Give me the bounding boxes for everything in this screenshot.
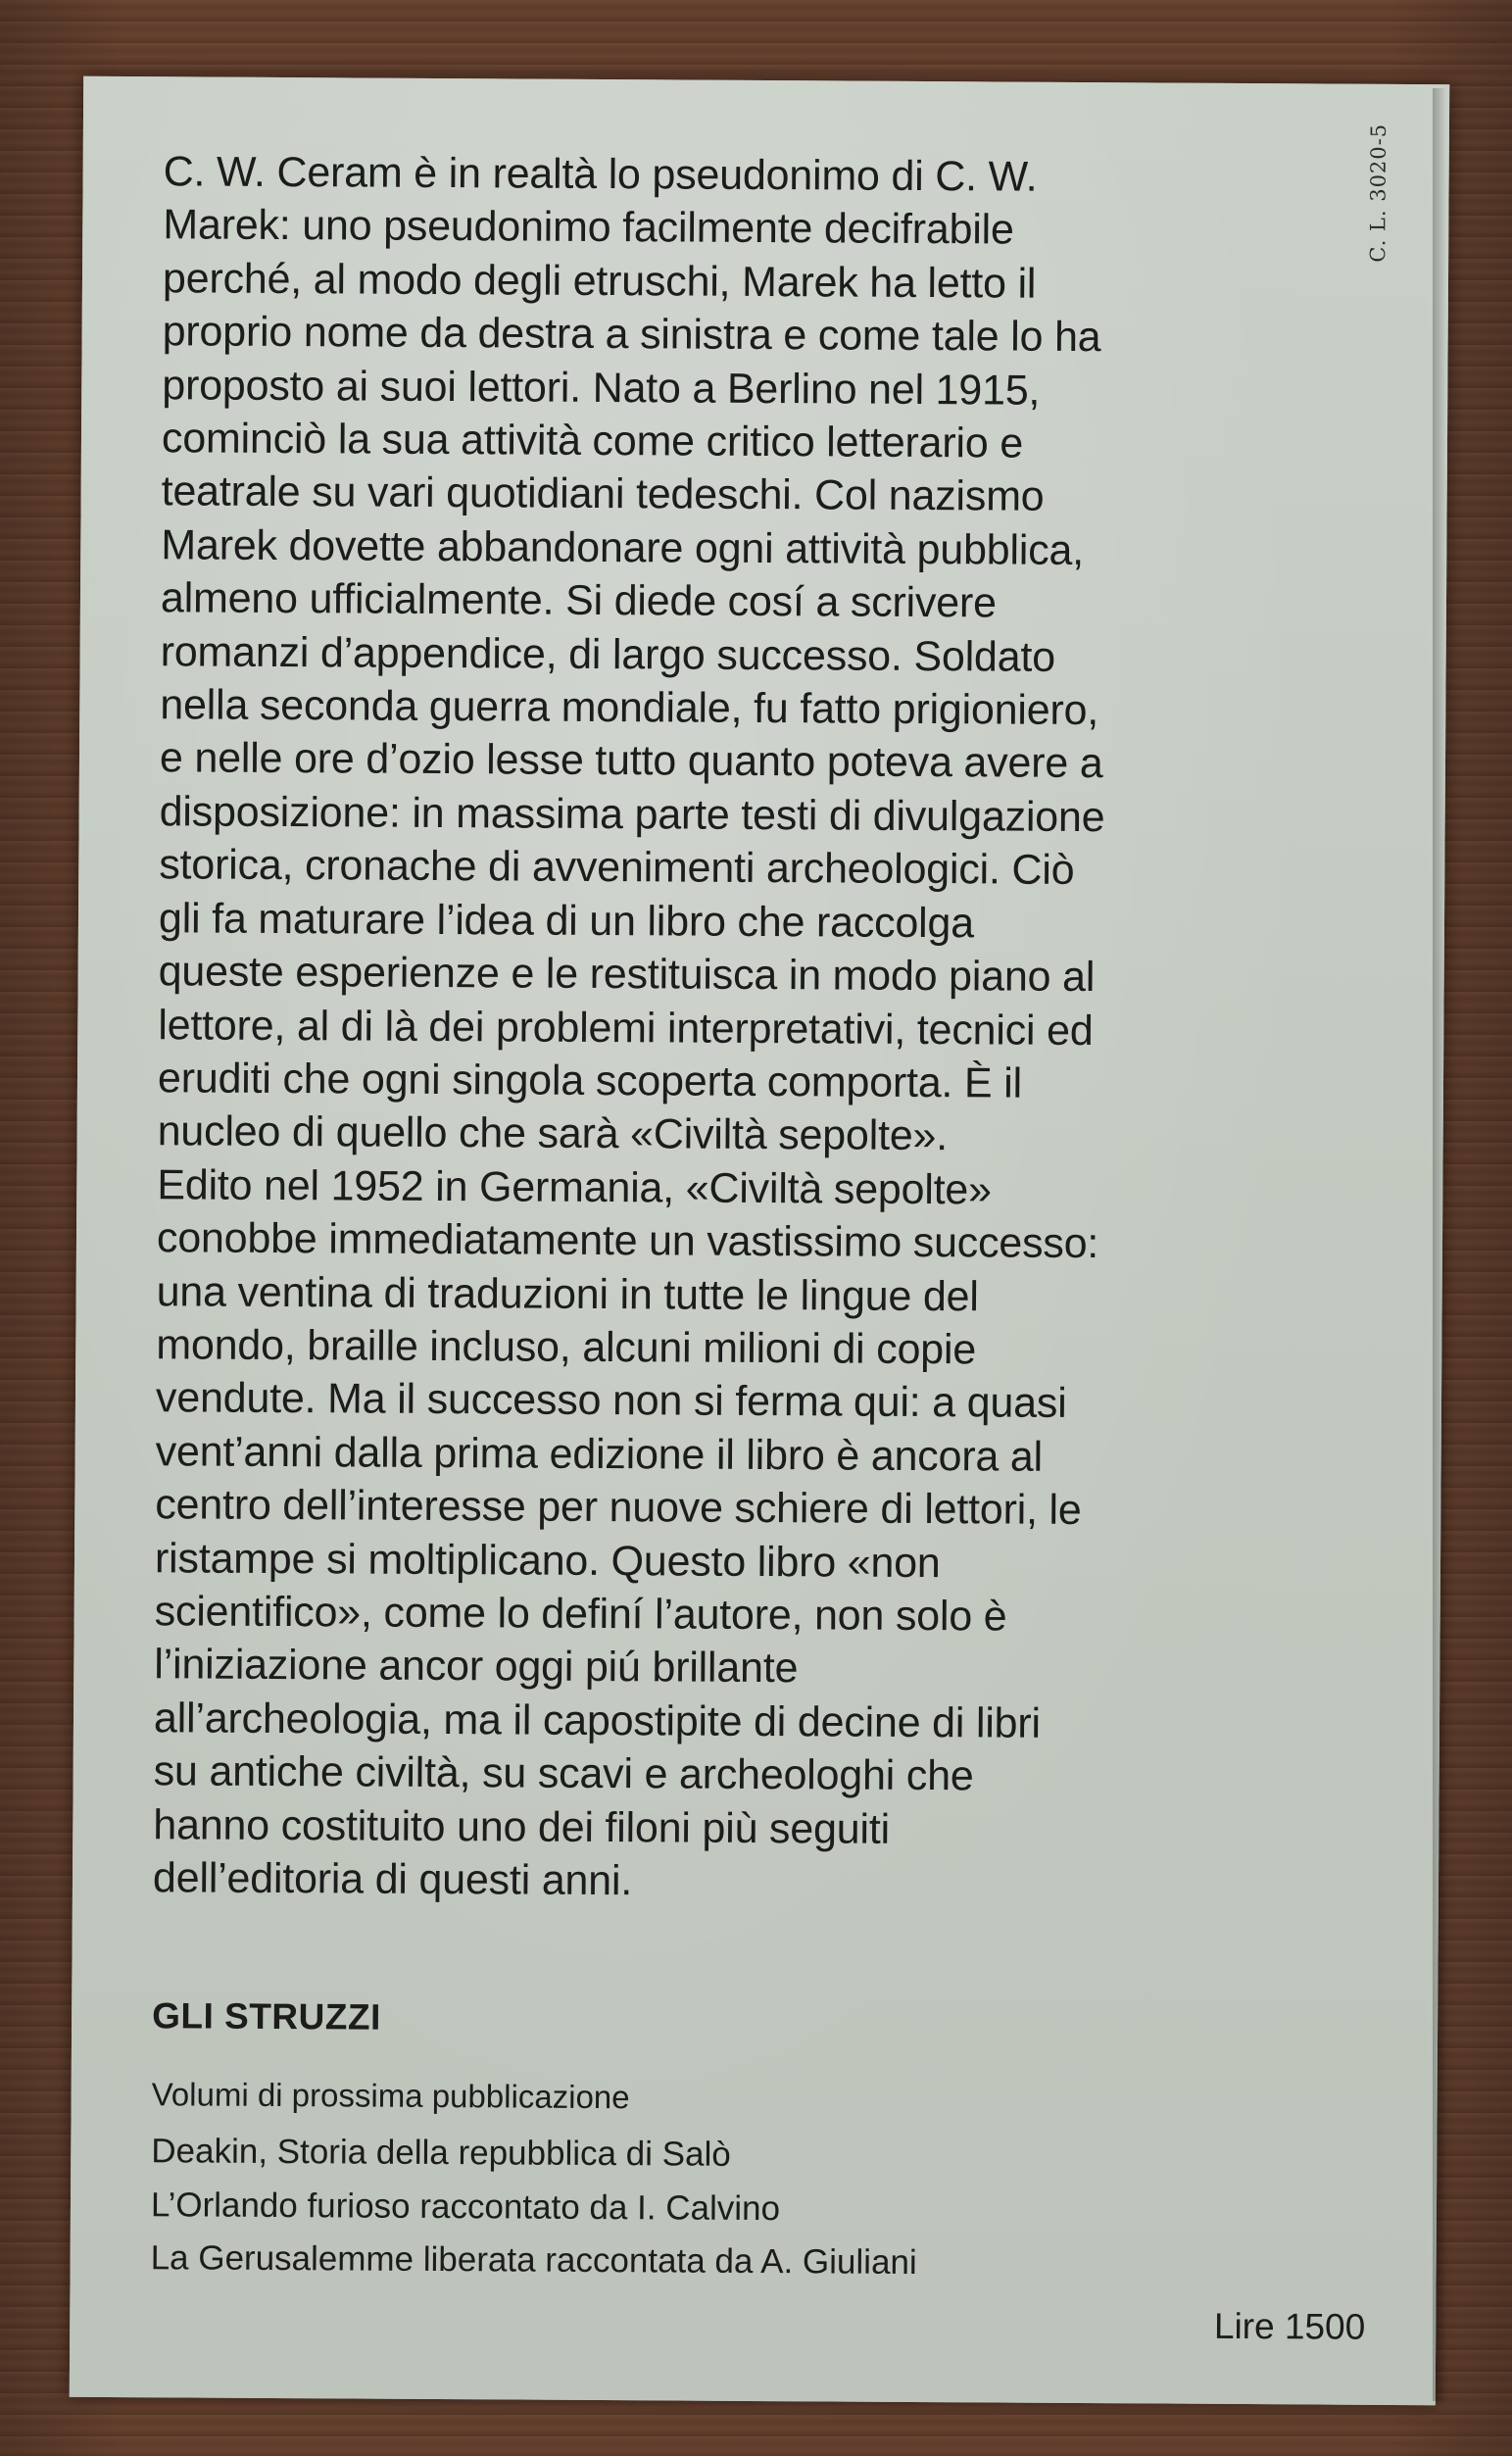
description-text: C. W. Ceram è in realtà lo pseudonimo di C. W. Marek: uno pseudonimo facilmente decifrabile perché, al modo degli etruschi, Marek ha letto il proprio nome da destra a sinistra e come tale lo ha proposto ai suoi lettori. Nato a Berlino nel 1915, cominciò la sua attività come critico letterario e teatrale su vari quotidiani tedeschi. Col nazismo Marek dovette abbandonare ogni attività pubblica, almeno ufficialmente. Si diede cosí a scrivere romanzi d’appendice, di largo successo. Soldato nella seconda guerra mondiale, fu fatto prigioniero, e nelle ore d’ozio lesse tutto quanto poteva avere a disposizione: in massima parte testi di divulgazione storica, cronache di avvenimenti archeologici. Ciò gli fa maturare l’idea di un libro che raccolga queste esperienze e le restituisca in modo piano al lettore, al di là dei problemi interpretativi, tecnici ed eruditi che ogni singola scoperta comporta. È il nucleo di quello che sarà «Civiltà sepolte». Edito nel 1952 in Germania, «Civiltà sepolte» conobbe immediatamente un vastissimo successo: una ventina di traduzioni in tutte le lingue del mondo, braille incluso, alcuni milioni di copie vendute. Ma il successo non si ferma qui: a quasi vent’anni dalla prima edizione il libro è ancora al centro dell’interesse per nuove schiere di lettori, le ristampe si moltiplicano. Questo libro «non scientifico», come lo definí l’autore, non solo è l’iniziazione ancor oggi piú brillante all’archeologia, ma il capostipite di decine di libri su antiche civiltà, su scavi e archeologhi che hanno costituito uno dei filoni più seguiti dell’editoria di questi anni. <box>152 148 1105 1905</box>
upcoming-volume: La Gerusalemme liberata raccontata da A. Giuliani <box>150 2238 917 2283</box>
price-label: Lire 1500 <box>1213 2305 1366 2347</box>
upcoming-volume: Deakin, Storia della repubblica di Salò <box>151 2132 731 2174</box>
cover-edge-shadow <box>1433 88 1446 2401</box>
series-subtitle: Volumi di prossima pubblicazione <box>151 2076 630 2116</box>
book-back-cover <box>70 76 1449 2405</box>
series-title: GLI STRUZZI <box>152 1995 381 2038</box>
catalog-code: C. L. 3020-5 <box>1366 123 1390 263</box>
upcoming-volume: L’Orlando furioso raccontato da I. Calvino <box>150 2186 781 2229</box>
